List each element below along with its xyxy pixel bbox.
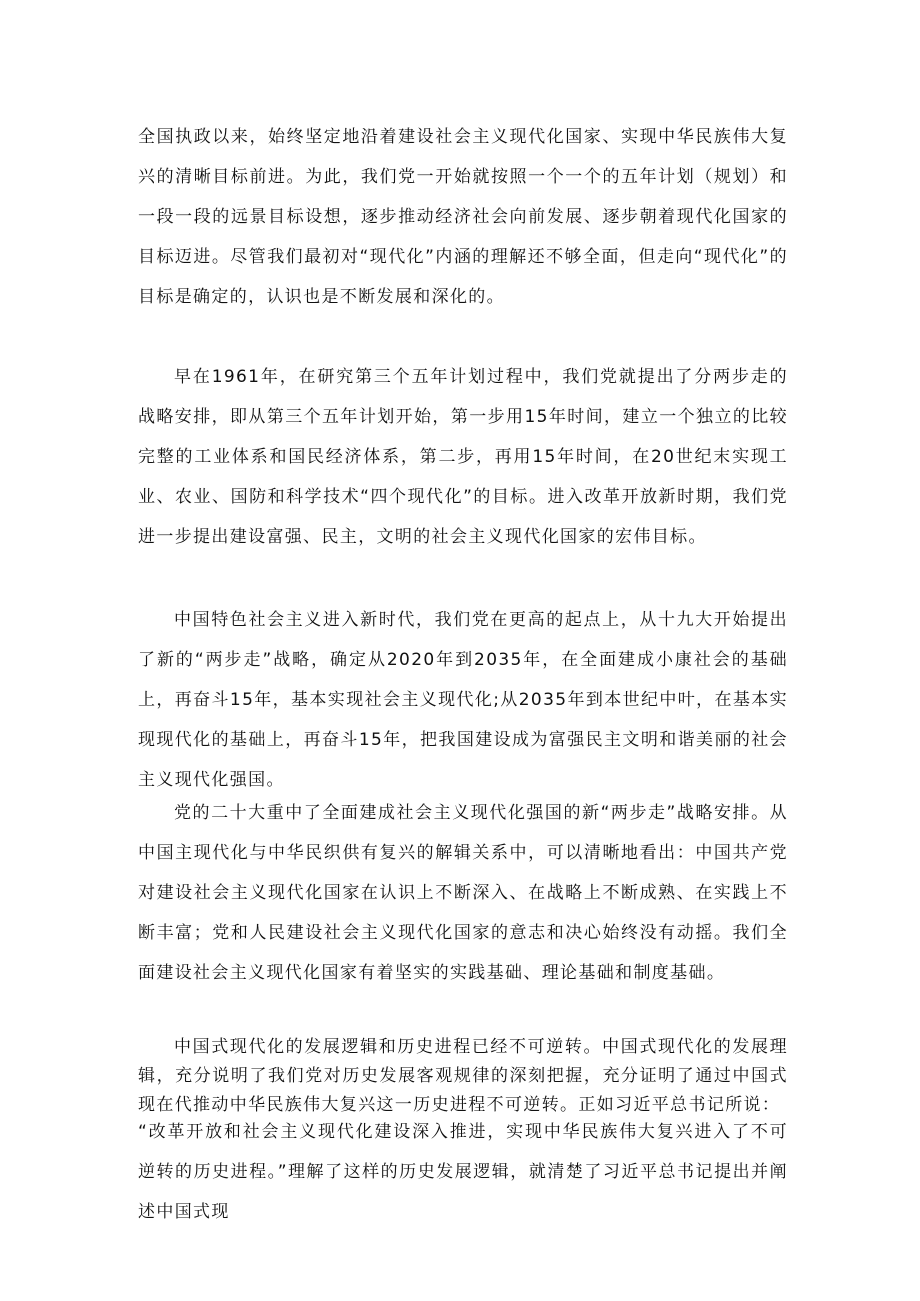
paragraph-1: 全国执政以来，始终坚定地沿着建设社会主义现代化国家、实现中华民族伟大复兴的清晰目标前进。为此，我们党一开始就按照一个一个的五年计划（规划）和一段一段的远景目标设想，逐步推动经济社会向前发展、逐步朝着现代化国家的目标迈进。尽管我们最初对“现代化”内涵的理解还不够全面，但走向“现代化”的目标是确定的，认识也是不断发展和深化的。	[138, 127, 788, 307]
paragraph-6: “改革开放和社会主义现代化建设深入推进，实现中华民族伟大复兴进入了不可逆转的历史进程。”理解了这样的历史发展逻辑，就清楚了习近平总书记提出并阐述中国式现	[138, 1122, 788, 1222]
paragraph-5: 中国式现代化的发展逻辑和历史进程已经不可逆转。中国式现代化的发展理辑，充分说明了我们党对历史发展客观规律的深刻把握，充分证明了通过中国式现在代推动中华民族伟大复兴这一历史进程不可逆转。正如习近平总书记所说：	[138, 1037, 788, 1115]
paragraph-3: 中国特色社会主义进入新时代，我们党在更高的起点上，从十九大开始提出了新的“两步走”战略，确定从2020年到2035年，在全面建成小康社会的基础上，再奋斗15年，基本实现社会主义现代化;从2035年到本世纪中叶，在基本实现现代化的基础上，再奋斗15年，把我国建设成为富强民主文明和谐美丽的社会主义现代化强国。	[138, 610, 788, 790]
paragraph-4: 党的二十大重中了全面建成社会主义现代化强国的新“两步走”战略安排。从中国主现代化与中华民织供有复兴的解辑关系中，可以清晰地看出：中国共产党对建设社会主义现代化国家在认识上不断深入、在战略上不断成熟、在实践上不断丰富；党和人民建设社会主义现代化国家的意志和决心始终没有动摇。我们全面建设社会主义现代化国家有着坚实的实践基础、理论基础和制度基础。	[138, 803, 788, 983]
paragraph-2: 早在1961年，在研究第三个五年计划过程中，我们党就提出了分两步走的战略安排，即从第三个五年计划开始，第一步用15年时间，建立一个独立的比较完整的工业体系和国民经济体系，第二步，再用15年时间，在20世纪末实现工业、农业、国防和科学技术“四个现代化”的目标。进入改革开放新时期，我们党进一步提出建设富强、民主，文明的社会主义现代化国家的宏伟目标。	[138, 367, 788, 547]
